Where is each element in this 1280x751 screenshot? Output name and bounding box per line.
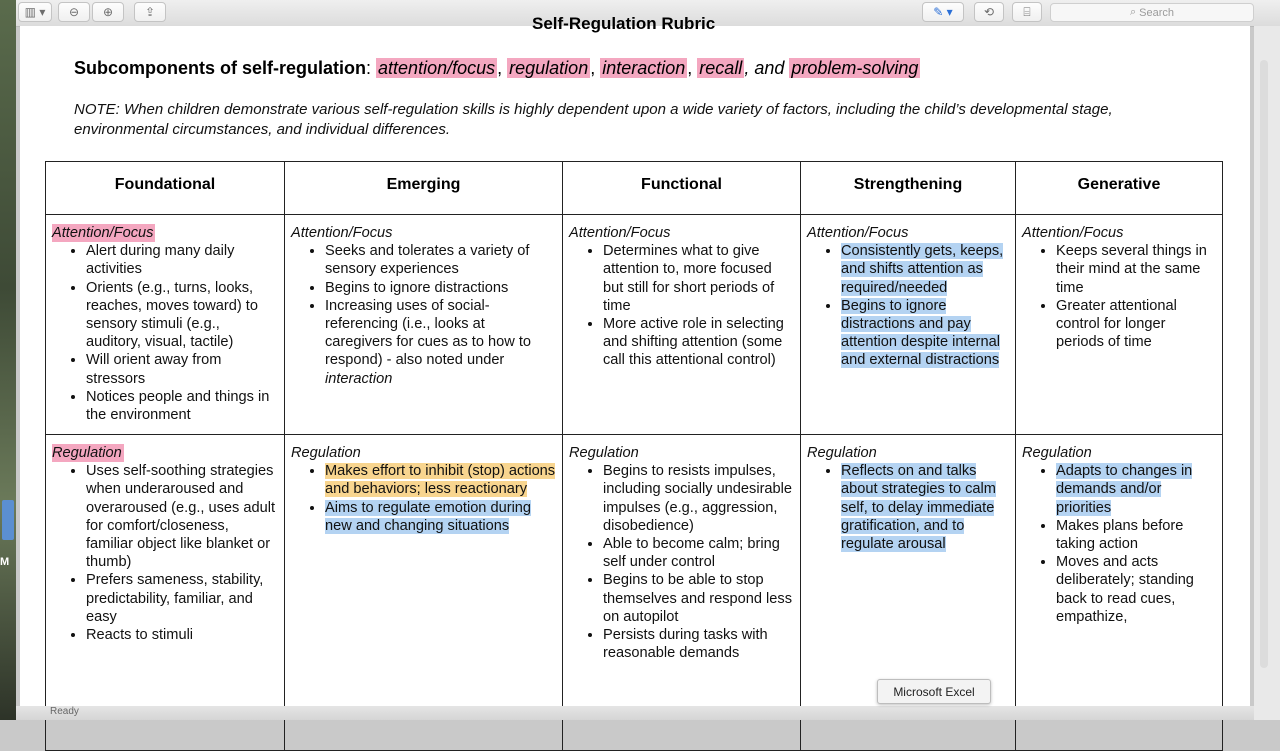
document-title: Self-Regulation Rubric xyxy=(532,14,716,33)
header-foundational: Foundational xyxy=(46,162,285,215)
subcomponent-attention: attention/focus xyxy=(378,58,496,78)
zoom-in-button[interactable] xyxy=(92,2,124,22)
list-item: • Begins to ignore distractions and pay attention despite internal and external distractions xyxy=(841,297,1009,370)
category-label: Regulation xyxy=(52,445,122,461)
list-item: • Begins to be able to stop themselves and respond less on autopilot xyxy=(603,571,794,626)
header-generative: Generative xyxy=(1016,162,1223,215)
list-item: • Uses self-soothing strategies when underaroused and overaroused (e.g., uses adult for comfort/closeness, familiar object like blanket or thumb) xyxy=(86,462,278,571)
list-item: • Aims to regulate emotion during new and changing situations xyxy=(325,499,556,535)
category-label: Attention/Focus xyxy=(291,225,393,241)
subcomponent-recall: recall xyxy=(699,58,743,78)
list-item: • Alert during many daily activities xyxy=(86,242,278,278)
desktop-label: M xyxy=(0,556,10,568)
header-row xyxy=(46,162,1223,215)
subcomponents-line: Subcomponents of self-regulation: attention/focus , regulation , interaction , recall , and problem-solving xyxy=(74,58,919,78)
zoom-out-icon: ⊖ xyxy=(68,5,80,19)
scrollbar[interactable] xyxy=(1260,60,1268,668)
search-icon: ⌕ xyxy=(1129,6,1140,18)
list-item: • More active role in selecting and shifting attention (some call this attentional control) xyxy=(603,315,794,370)
list-item: • Reflects on and talks about strategies to calm self, to delay immediate gratification, and to regulate arousal xyxy=(841,462,1009,553)
cell-functional-regulation xyxy=(563,435,801,751)
rotate-button[interactable] xyxy=(974,2,1004,22)
cell-foundational-regulation xyxy=(46,435,285,751)
toolbox-icon: ⌸ xyxy=(1023,4,1031,19)
category-label: Attention/Focus xyxy=(807,225,909,241)
sidebar-toggle-button[interactable] xyxy=(18,2,52,22)
search-field[interactable] xyxy=(1050,3,1254,22)
list-item: • Greater attentional control for longer periods of time xyxy=(1056,297,1216,352)
markup-pen-icon: ✎ ▾ xyxy=(933,5,953,19)
list-item: • Makes effort to inhibit (stop) actions and behaviors; less reactionary xyxy=(325,462,556,498)
table-row-attention xyxy=(46,215,1223,435)
list-item: • Adapts to changes in demands and/or priorities xyxy=(1056,462,1216,517)
status-text: Ready xyxy=(50,706,79,717)
list-item: • Will orient away from stressors xyxy=(86,351,278,387)
list-item: • Persists during tasks with reasonable demands xyxy=(603,626,794,662)
subcomponent-interaction: interaction xyxy=(602,58,686,78)
cell-strengthening-attention xyxy=(801,215,1016,435)
document-page xyxy=(20,14,1250,720)
note-paragraph: NOTE: When children demonstrate various self-regulation skills is highly dependent upon a wide variety of factors, including the child’s developmental stage, environmental circumstances, and individual differences. xyxy=(74,101,1113,138)
list-item: • Notices people and things in the environment xyxy=(86,388,278,424)
markup-button[interactable] xyxy=(922,2,964,22)
cell-emerging-attention xyxy=(285,215,563,435)
list-item: • Begins to ignore distractions xyxy=(325,279,556,297)
subcomponent-problem-solving: problem-solving xyxy=(791,58,919,78)
cell-emerging-regulation xyxy=(285,435,563,751)
header-strengthening: Strengthening xyxy=(801,162,1016,215)
category-label: Attention/Focus xyxy=(52,225,154,241)
list-item: • Prefers sameness, stability, predictability, familiar, and easy xyxy=(86,571,278,626)
subcomponents-label: Subcomponents of self-regulation xyxy=(74,58,367,78)
status-bar xyxy=(16,706,1254,720)
list-item: • Orients (e.g., turns, looks, reaches, moves toward) to sensory stimuli (e.g., auditory, visual, tactile) xyxy=(86,279,278,352)
desktop-background xyxy=(0,0,16,720)
zoom-in-icon: ⊕ xyxy=(102,5,114,19)
share-icon: ⇪ xyxy=(144,5,156,19)
search-placeholder: Search xyxy=(1139,6,1175,19)
header-functional: Functional xyxy=(563,162,801,215)
sidebar-icon: ▥ ▾ xyxy=(24,5,46,19)
cell-foundational-attention xyxy=(46,215,285,435)
zoom-out-button[interactable] xyxy=(58,2,90,22)
rubric-table xyxy=(45,161,1223,751)
list-item: • Makes plans before taking action xyxy=(1056,517,1216,553)
table-row-regulation xyxy=(46,435,1223,751)
list-item: • Begins to resists impulses, including socially undesirable impulses (e.g., aggression, disobedience) xyxy=(603,462,794,535)
cell-generative-attention xyxy=(1016,215,1223,435)
list-item: • Keeps several things in their mind at the same time xyxy=(1056,242,1216,297)
cell-functional-attention xyxy=(563,215,801,435)
category-label: Attention/Focus xyxy=(569,225,671,241)
rotate-icon: ⟲ xyxy=(983,5,995,19)
list-item: • Increasing uses of social-referencing (i.e., looks at caregivers for cues as to how to respond) - also noted under interaction xyxy=(325,297,556,388)
subcomponent-regulation: regulation xyxy=(509,58,589,78)
dock-tooltip: Microsoft Excel xyxy=(877,679,991,704)
list-item: • Seeks and tolerates a variety of sensory experiences xyxy=(325,242,556,278)
category-label: Regulation xyxy=(807,445,877,461)
list-item: • Determines what to give attention to, more focused but still for short periods of time xyxy=(603,242,794,315)
right-panel xyxy=(1254,26,1280,720)
list-item: • Reacts to stimuli xyxy=(86,626,278,644)
category-label: Regulation xyxy=(291,445,361,461)
category-label: Regulation xyxy=(569,445,639,461)
header-emerging: Emerging xyxy=(285,162,563,215)
share-button[interactable] xyxy=(134,2,166,22)
list-item: • Consistently gets, keeps, and shifts attention as required/needed xyxy=(841,242,1009,297)
list-item: • Moves and acts deliberately; standing back to read cues, empathize, xyxy=(1056,553,1216,626)
list-item: • Able to become calm; bring self under control xyxy=(603,535,794,571)
cell-generative-regulation xyxy=(1016,435,1223,751)
desktop-app-icon[interactable] xyxy=(2,500,14,540)
category-label: Regulation xyxy=(1022,445,1092,461)
category-label: Attention/Focus xyxy=(1022,225,1124,241)
toolbox-button[interactable] xyxy=(1012,2,1042,22)
